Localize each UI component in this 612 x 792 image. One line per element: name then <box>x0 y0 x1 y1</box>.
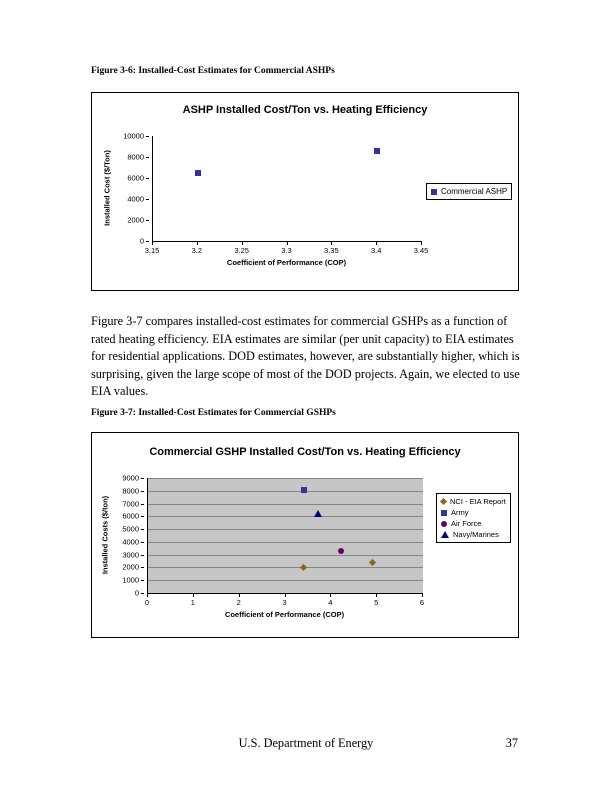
x-tick-label: 3.25 <box>234 246 249 255</box>
legend-item <box>441 507 506 518</box>
y-tick-label: 5000 <box>122 524 139 534</box>
x-tick-label: 4 <box>328 598 333 607</box>
gridline <box>148 542 423 543</box>
tick-mark <box>146 199 149 200</box>
tick-mark <box>421 242 422 245</box>
legend-item <box>431 186 507 197</box>
y-tick-label: 2000 <box>122 562 139 572</box>
y-tick-label: 2000 <box>127 215 144 225</box>
chart-title: ASHP Installed Cost/Ton vs. Heating Efficiency <box>182 104 428 116</box>
square-marker <box>431 189 437 195</box>
gridline <box>148 529 423 530</box>
body-paragraph: Figure 3-7 compares installed-cost estimates for commercial GSHPs as a function of rated heating efficiency. EIA estimates are similar (per unit capacity) to EIA estimates for residential applications. DOD estimates, however, are substantially higher, which is surprising, given the large scope of most of the DOD projects. Again, we elected to use EIA values. <box>91 314 520 398</box>
gridline <box>148 491 423 492</box>
tick-mark <box>146 136 149 137</box>
diamond-marker <box>369 559 376 566</box>
square-marker <box>301 487 307 493</box>
plot-area <box>147 478 423 594</box>
tick-mark <box>376 242 377 245</box>
tick-mark <box>197 242 198 245</box>
y-tick-label: 0 <box>139 236 144 246</box>
tick-mark <box>141 478 144 479</box>
diamond-marker <box>300 564 307 571</box>
x-tick-label: 3.15 <box>144 246 160 255</box>
triangle-marker <box>441 531 449 538</box>
y-tick-label: 6000 <box>122 511 139 521</box>
tick-mark <box>141 555 144 556</box>
gridline <box>148 580 423 581</box>
square-marker <box>441 510 447 516</box>
x-tick-label: 3 <box>282 598 287 607</box>
tick-mark <box>141 504 144 505</box>
y-tick-label: 4000 <box>127 194 144 204</box>
tick-mark <box>141 580 144 581</box>
legend-item <box>441 518 506 529</box>
x-tick-label: 3.35 <box>324 246 339 255</box>
square-marker <box>195 170 201 176</box>
chart-legend <box>426 183 512 200</box>
tick-mark <box>285 594 286 597</box>
y-axis-title: Installed Costs ($/ton) <box>100 495 110 575</box>
tick-mark <box>147 594 148 597</box>
tick-mark <box>330 594 331 597</box>
x-tick-label: 6 <box>419 598 425 607</box>
y-tick-label: 3000 <box>122 550 139 560</box>
y-tick-label: 8000 <box>127 152 144 162</box>
y-tick-label: 4000 <box>122 537 139 547</box>
tick-mark <box>422 594 423 597</box>
legend-label: Navy/Marines <box>453 530 499 539</box>
x-axis-ticks <box>144 594 425 608</box>
tick-mark <box>331 242 332 245</box>
y-tick-label: 9000 <box>122 473 139 483</box>
legend-label: Army <box>451 508 469 517</box>
x-axis-title: Coefficient of Performance (COP) <box>226 258 347 267</box>
tick-mark <box>141 516 144 517</box>
triangle-marker <box>314 510 322 517</box>
y-tick-label: 1000 <box>122 575 139 585</box>
gridline <box>148 555 423 556</box>
x-tick-label: 3.2 <box>191 246 203 255</box>
plot-area <box>152 136 422 242</box>
tick-mark <box>141 529 144 530</box>
y-axis-ticks <box>92 131 149 246</box>
x-tick-label: 3.3 <box>281 246 292 255</box>
y-tick-label: 6000 <box>127 173 144 183</box>
circle-marker <box>338 548 344 554</box>
tick-mark <box>141 491 144 492</box>
tick-mark <box>242 242 243 245</box>
tick-mark <box>141 542 144 543</box>
legend-label: Air Force <box>451 519 482 528</box>
square-marker <box>374 148 380 154</box>
page-number: 37 <box>505 736 518 750</box>
chart-legend <box>436 493 511 543</box>
x-tick-label: 2 <box>236 598 241 607</box>
y-tick-label: 8000 <box>122 486 139 496</box>
x-tick-label: 1 <box>190 598 195 607</box>
y-tick-label: 10000 <box>123 131 144 141</box>
diamond-marker <box>440 498 447 505</box>
y-axis-title: Installed Cost ($/Ton) <box>102 150 112 226</box>
x-tick-label: 5 <box>374 598 379 607</box>
circle-marker <box>441 521 447 527</box>
x-axis-ticks <box>144 242 429 256</box>
figure-3-6-chart <box>91 92 519 291</box>
tick-mark <box>141 593 144 594</box>
gridline <box>148 504 423 505</box>
x-axis-title: Coefficient of Performance (COP) <box>224 610 345 619</box>
tick-mark <box>376 594 377 597</box>
legend-label: Commercial ASHP <box>441 187 508 196</box>
x-tick-label: 3.4 <box>370 246 382 255</box>
gridline <box>148 567 423 568</box>
tick-mark <box>152 242 153 245</box>
tick-mark <box>146 178 149 179</box>
figure-3-7-chart <box>91 432 519 638</box>
figure-3-7-caption: Figure 3-7: Installed-Cost Estimates for Commercial GSHPs <box>91 408 336 418</box>
tick-mark <box>146 241 149 242</box>
tick-mark <box>146 220 149 221</box>
x-tick-label: 0 <box>144 598 150 607</box>
tick-mark <box>239 594 240 597</box>
tick-mark <box>146 157 149 158</box>
y-axis-ticks <box>92 473 144 598</box>
gridline <box>148 516 423 517</box>
figure-3-6-caption: Figure 3-6: Installed-Cost Estimates for Commercial ASHPs <box>91 66 335 76</box>
chart-title: Commercial GSHP Installed Cost/Ton vs. Heating Efficiency <box>149 446 461 458</box>
gridline <box>148 478 423 479</box>
tick-mark <box>141 567 144 568</box>
footer-text: U.S. Department of Energy <box>238 736 374 750</box>
x-tick-label: 3.45 <box>413 246 429 255</box>
legend-label: NCI - EIA Report <box>450 497 506 506</box>
tick-mark <box>193 594 194 597</box>
y-tick-label: 0 <box>134 588 139 598</box>
legend-item <box>441 529 506 540</box>
y-tick-label: 7000 <box>122 499 139 509</box>
legend-item <box>441 496 506 507</box>
tick-mark <box>287 242 288 245</box>
